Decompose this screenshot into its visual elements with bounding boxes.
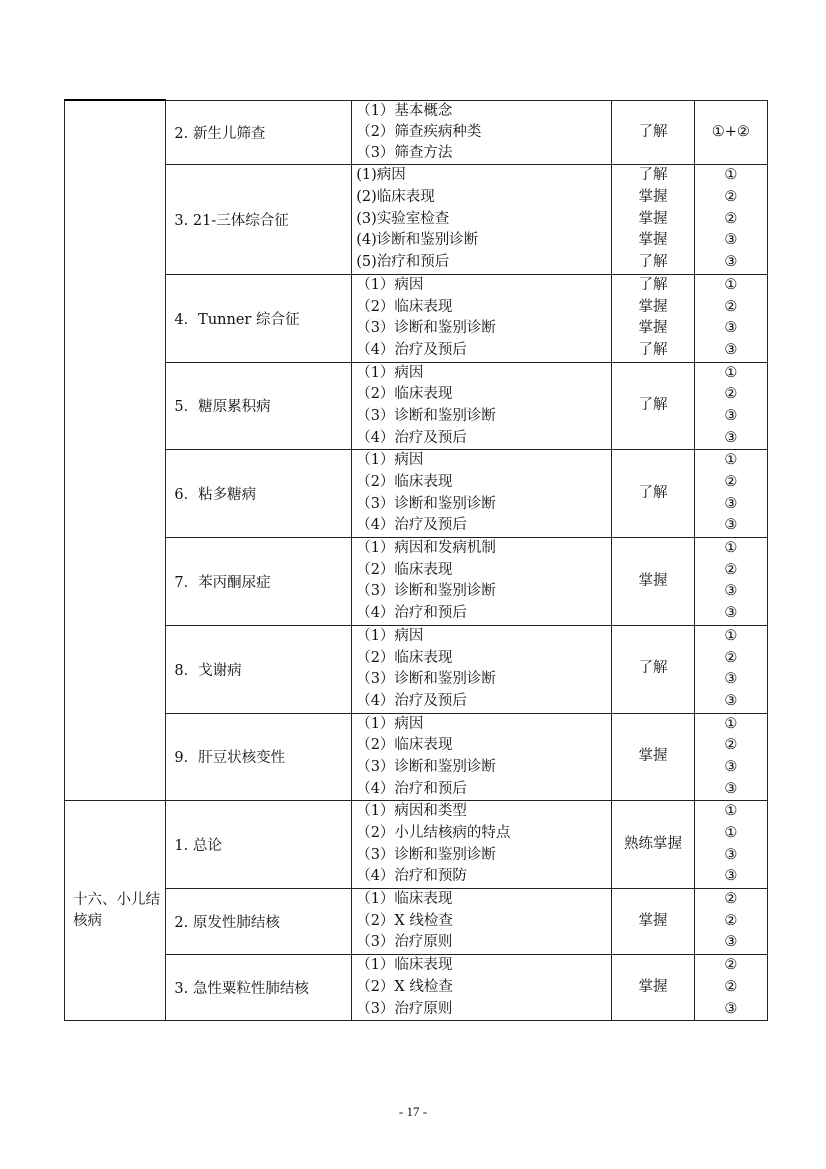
target-line: ③	[724, 429, 738, 446]
level-line: 了解	[638, 167, 668, 184]
content-line: (3)实验室检查	[356, 210, 450, 227]
content-line: （4）治疗及预后	[356, 692, 467, 709]
content-line: （1）病因	[356, 715, 424, 732]
target-line: ③	[724, 495, 738, 512]
table-row	[65, 955, 768, 1021]
contents-cell	[352, 100, 612, 165]
content-line: （1）病因	[356, 364, 424, 381]
target-cell	[694, 100, 767, 165]
contents-cell	[352, 165, 612, 274]
level-line: 熟练掌握	[623, 835, 682, 852]
level-cell	[612, 100, 694, 165]
level-cell	[612, 450, 694, 538]
level-cell	[612, 538, 694, 626]
target-line: ③	[724, 320, 738, 337]
item-cell: 9．肝豆状核变性	[166, 713, 352, 801]
target-line: ①	[724, 715, 738, 732]
content-line: （4）治疗及预后	[356, 517, 467, 534]
level-line: 掌握	[638, 748, 668, 765]
table-row	[65, 165, 768, 274]
level-line: 了解	[638, 397, 668, 414]
level-cell	[612, 165, 694, 274]
contents-cell	[352, 713, 612, 801]
target-cell	[694, 274, 767, 362]
target-line: ②	[724, 649, 738, 666]
table-row	[65, 625, 768, 713]
level-line: 了解	[638, 484, 668, 501]
content-line: （2）临床表现	[356, 737, 453, 754]
content-line: （2）临床表现	[356, 298, 453, 315]
target-line: ③	[724, 758, 738, 775]
target-line: ③	[724, 517, 738, 534]
item-cell: 2. 新生儿筛查	[166, 100, 352, 165]
content-line: （3）诊断和鉴别诊断	[356, 583, 496, 600]
target-line: ③	[724, 780, 738, 797]
target-line: ③	[724, 605, 738, 622]
unit-cell	[65, 100, 166, 801]
target-line: ③	[724, 341, 738, 358]
target-line: ③	[724, 692, 738, 709]
level-line: 掌握	[638, 298, 668, 315]
content-line: （4）治疗和预后	[356, 780, 467, 797]
syllabus-table	[64, 99, 768, 1021]
level-line: 了解	[638, 660, 668, 677]
item-cell: 6．粘多糖病	[166, 450, 352, 538]
item-cell: 3. 21-三体综合征	[166, 165, 352, 274]
contents-cell	[352, 450, 612, 538]
content-line: (5)治疗和预后	[356, 254, 450, 271]
level-line: 掌握	[638, 232, 668, 249]
level-line: 了解	[638, 254, 668, 271]
target-cell	[694, 165, 767, 274]
contents-cell	[352, 362, 612, 450]
level-cell	[612, 713, 694, 801]
unit-cell: 十六、小儿结核病	[65, 801, 166, 1021]
level-line: 掌握	[638, 320, 668, 337]
level-line: 了解	[638, 276, 668, 293]
target-line: ③	[724, 868, 738, 885]
content-line: （1）病因和发病机制	[356, 540, 496, 557]
content-line: （1）临床表现	[356, 957, 453, 974]
level-cell	[612, 274, 694, 362]
target-line: ②	[724, 561, 738, 578]
level-cell	[612, 362, 694, 450]
item-cell: 4．Tunner 综合征	[166, 274, 352, 362]
content-line: （3）诊断和鉴别诊断	[356, 320, 496, 337]
level-line: 掌握	[638, 189, 668, 206]
content-line: （2）临床表现	[356, 561, 453, 578]
level-line: 掌握	[638, 912, 668, 929]
target-cell	[694, 713, 767, 801]
contents-cell	[352, 538, 612, 626]
content-line: （3）治疗原则	[356, 934, 453, 951]
content-line: （2）临床表现	[356, 386, 453, 403]
contents-cell	[352, 801, 612, 889]
target-cell	[694, 362, 767, 450]
target-line: ①	[724, 364, 738, 381]
level-cell	[612, 625, 694, 713]
table-row	[65, 100, 768, 165]
table-row	[65, 889, 768, 955]
content-line: （2）筛查疾病种类	[356, 123, 482, 140]
content-line: (2)临床表现	[356, 189, 435, 206]
target-line: ②	[724, 891, 738, 908]
item-cell: 2. 原发性肺结核	[166, 889, 352, 955]
table-row	[65, 713, 768, 801]
target-cell	[694, 801, 767, 889]
level-line: 掌握	[638, 210, 668, 227]
target-line: ②	[724, 474, 738, 491]
target-line: ③	[724, 846, 738, 863]
target-line: ③	[724, 671, 738, 688]
content-line: （3）诊断和鉴别诊断	[356, 671, 496, 688]
target-line: ①	[724, 276, 738, 293]
content-line: （2）X 线检查	[356, 912, 453, 929]
content-line: (4)诊断和鉴别诊断	[356, 232, 479, 249]
item-cell: 1. 总论	[166, 801, 352, 889]
level-line: 了解	[638, 341, 668, 358]
content-line: （2）X 线检查	[356, 978, 453, 995]
content-line: （3）诊断和鉴别诊断	[356, 407, 496, 424]
content-line: （1）病因	[356, 452, 424, 469]
target-cell	[694, 538, 767, 626]
target-cell	[694, 955, 767, 1021]
table-row	[65, 274, 768, 362]
target-line: ①	[724, 627, 738, 644]
content-line: （1）病因	[356, 627, 424, 644]
content-line: （2）小儿结核病的特点	[356, 825, 511, 842]
content-line: (1)病因	[356, 167, 406, 184]
target-line: ③	[724, 254, 738, 271]
content-line: （1）临床表现	[356, 891, 453, 908]
content-line: （4）治疗和预后	[356, 605, 467, 622]
target-cell	[694, 450, 767, 538]
content-line: （3）诊断和鉴别诊断	[356, 495, 496, 512]
level-cell	[612, 801, 694, 889]
contents-cell	[352, 274, 612, 362]
target-line: ③	[724, 232, 738, 249]
target-line: ①	[724, 452, 738, 469]
item-cell: 3. 急性粟粒性肺结核	[166, 955, 352, 1021]
target-line: ②	[724, 210, 738, 227]
syllabus-table-body	[65, 100, 768, 1021]
target-line: ①	[724, 540, 738, 557]
target-line: ②	[724, 912, 738, 929]
content-line: （3）筛查方法	[356, 145, 453, 162]
target-line: ③	[724, 1000, 738, 1017]
content-line: （1）病因	[356, 276, 424, 293]
contents-cell	[352, 625, 612, 713]
target-line: ①+②	[711, 123, 750, 140]
target-line: ②	[724, 957, 738, 974]
target-line: ②	[724, 386, 738, 403]
content-line: （4）治疗及预后	[356, 429, 467, 446]
item-cell: 7．苯丙酮尿症	[166, 538, 352, 626]
target-line: ①	[724, 167, 738, 184]
content-line: （4）治疗及预后	[356, 341, 467, 358]
item-cell: 5．糖原累积病	[166, 362, 352, 450]
content-line: （1）病因和类型	[356, 803, 467, 820]
contents-cell	[352, 889, 612, 955]
content-line: （1）基本概念	[356, 102, 453, 119]
table-row	[65, 450, 768, 538]
target-line: ①	[724, 803, 738, 820]
item-cell: 8．戈谢病	[166, 625, 352, 713]
target-cell	[694, 625, 767, 713]
level-cell	[612, 889, 694, 955]
target-line: ②	[724, 189, 738, 206]
target-line: ③	[724, 934, 738, 951]
target-cell	[694, 889, 767, 955]
content-line: （3）诊断和鉴别诊断	[356, 846, 496, 863]
target-line: ②	[724, 737, 738, 754]
content-line: （2）临床表现	[356, 474, 453, 491]
level-line: 掌握	[638, 978, 668, 995]
content-line: （4）治疗和预防	[356, 868, 467, 885]
content-line: （3）治疗原则	[356, 1000, 453, 1017]
target-line: ③	[724, 583, 738, 600]
table-row	[65, 538, 768, 626]
page-number: - 17 -	[398, 1104, 428, 1119]
target-line: ③	[724, 407, 738, 424]
table-row	[65, 801, 768, 889]
table-row	[65, 362, 768, 450]
level-line: 掌握	[638, 572, 668, 589]
content-line: （3）诊断和鉴别诊断	[356, 758, 496, 775]
level-line: 了解	[638, 123, 668, 140]
target-line: ②	[724, 978, 738, 995]
target-line: ②	[724, 298, 738, 315]
contents-cell	[352, 955, 612, 1021]
level-cell	[612, 955, 694, 1021]
content-line: （2）临床表现	[356, 649, 453, 666]
target-line: ①	[724, 825, 738, 842]
